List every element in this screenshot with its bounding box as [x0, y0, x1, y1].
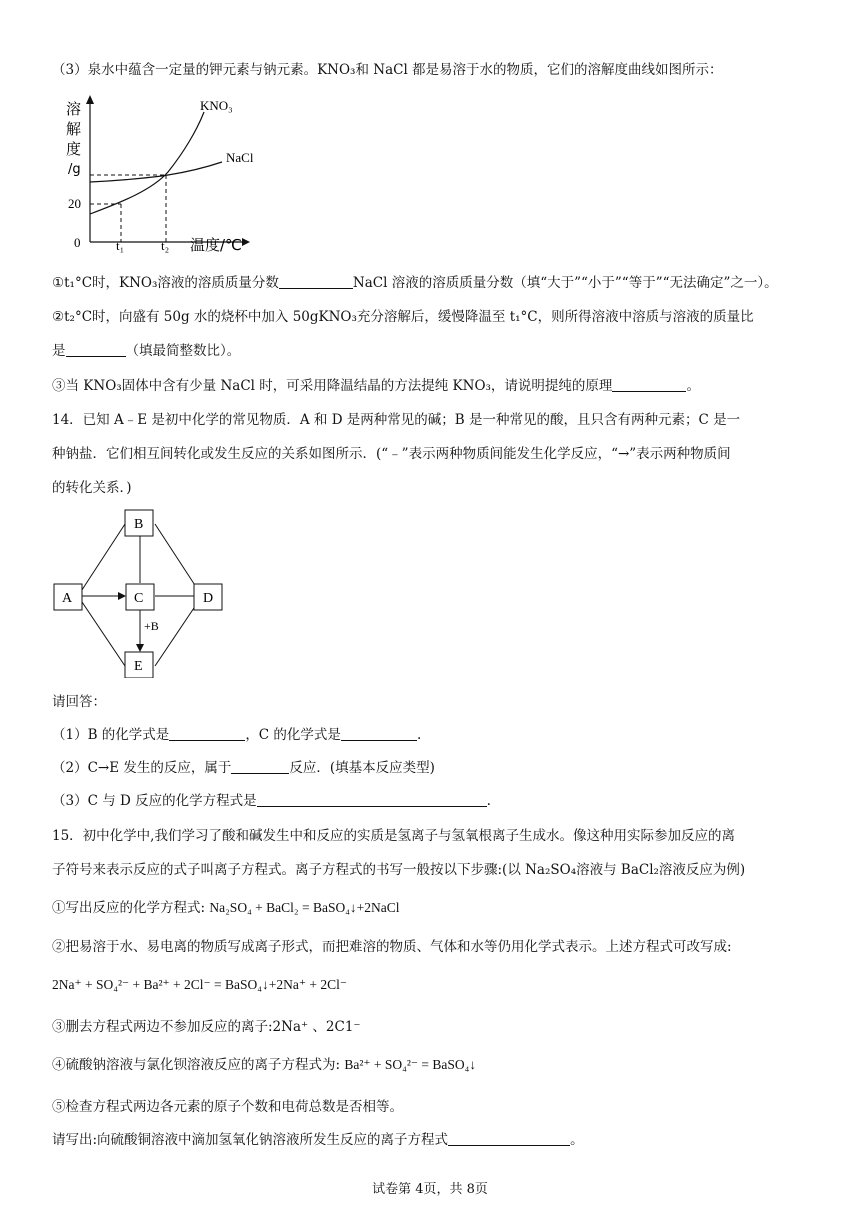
q15-stem-line1: 15．初中化学中,我们学习了酸和碱发生中和反应的实质是氢离子与氢氧根离子生成水。像这种用实际参加反应的离 — [52, 828, 735, 844]
q15-ask-text: 请写出:向硫酸铜溶液中滴加氢氧化钠溶液所发生反应的离子方程式 — [52, 1132, 449, 1148]
q14-part2 — [52, 758, 435, 778]
q15-step1 — [52, 898, 400, 918]
q13-3-item3-text-b: 。 — [686, 378, 700, 394]
q15-equation4: Ba²⁺ + SO₄²⁻ = BaSO₄↓ — [344, 1057, 477, 1072]
q15-step5: ⑤检查方程式两边各元素的原子个数和电荷总数是否相等。 — [52, 1099, 403, 1115]
y-label-char: 溶 — [66, 100, 82, 118]
q15-ask — [52, 1130, 584, 1150]
node-d: D — [203, 591, 214, 606]
q15-equation2: 2Na⁺ + SO₄²⁻ + Ba²⁺ + 2Cl⁻ = BaSO₄↓+2Na⁺ + 2Cl⁻ — [52, 977, 347, 992]
nacl-label: NaCl — [226, 150, 254, 165]
q14-part1 — [52, 725, 421, 745]
q15-equation1: Na₂SO₄ + BaCl₂ = BaSO₄↓+2NaCl — [209, 900, 400, 915]
solubility-curve-graph — [52, 92, 272, 262]
q14-part1-text-b: ，C 的化学式是 — [245, 727, 341, 743]
answer-blank[interactable] — [257, 792, 487, 807]
q15-ask-end: 。 — [570, 1132, 584, 1148]
q13-3-item3 — [52, 376, 700, 396]
q15-step3: ③删去方程式两边不参加反应的离子:2Na⁺ 、2C1⁻ — [52, 1019, 361, 1035]
q14-part2-text-a: （2）C→E 发生的反应，属于 — [52, 760, 232, 776]
q13-3-item1 — [52, 273, 778, 293]
node-a: A — [62, 591, 73, 606]
q15-step1-text: ①写出反应的化学方程式: — [52, 900, 206, 916]
q13-3-intro: （3）泉水中蕴含一定量的钾元素与钠元素。KNO₃和 NaCl 都是易溶于水的物质，它们的溶解度曲线如图所示： — [52, 62, 723, 78]
x-axis-label: 温度/℃ — [190, 236, 242, 254]
y-label-char: 度 — [66, 140, 82, 158]
answer-blank[interactable] — [448, 1131, 570, 1146]
q13-3-item2-line2 — [52, 341, 240, 361]
q14-stem-line3: 的转化关系．) — [52, 480, 132, 496]
q15-step4 — [52, 1055, 476, 1075]
q13-3-item2-text-b: 是 — [52, 343, 66, 359]
q14-part2-text-b: 反应．(填基本反应类型) — [289, 760, 435, 776]
answer-blank[interactable] — [341, 726, 417, 741]
answer-blank[interactable] — [612, 377, 686, 392]
q13-3-item1-text-a: ①t₁°C时，KNO₃溶液的溶质质量分数 — [52, 275, 279, 291]
q13-3-item3-text-a: ③当 KNO₃固体中含有少量 NaCl 时，可采用降温结晶的方法提纯 KNO₃，请说明提纯的原理 — [52, 378, 613, 394]
q13-3-item1-text-b: NaCl 溶液的溶质质量分数（填“大于”“小于”“等于”“无法确定”之一）。 — [352, 275, 778, 291]
q14-part3-text-b: . — [486, 793, 491, 809]
y-tick-20: 20 — [68, 196, 81, 211]
relation-diagram — [52, 506, 232, 678]
origin-label: 0 — [74, 235, 81, 250]
answer-blank[interactable] — [169, 726, 245, 741]
node-c: C — [134, 591, 144, 606]
q15-stem-line2: 子符号来表示反应的式子叫离子方程式。离子方程式的书写一般按以下步骤:(以 Na₂SO₄溶液与 BaCl₂溶液反应为例) — [52, 862, 746, 878]
kno3-label: KNO₃ — [200, 98, 233, 113]
q14-stem-line2: 种钠盐．它们相互间转化或发生反应的关系如图所示．(“﹣”表示两种物质间能发生化学反应，“→”表示两种物质间 — [52, 446, 731, 462]
q14-part3 — [52, 791, 491, 811]
q13-3-item2-line1: ②t₂°C时，向盛有 50g 水的烧杯中加入 50gKNO₃充分溶解后，缓慢降温至 t₁°C，则所得溶液中溶质与溶液的质量比 — [52, 309, 754, 325]
q15-step4-text: ④硫酸钠溶液与氯化钡溶液反应的离子方程式为: — [52, 1057, 341, 1073]
answer-blank[interactable] — [279, 274, 353, 289]
q14-part3-text-a: （3）C 与 D 反应的化学方程式是 — [52, 793, 257, 809]
q14-part1-text-c: . — [416, 727, 422, 743]
y-label-char: /g — [68, 162, 81, 177]
q14-stem-line1: 14．已知 A﹣E 是初中化学的常见物质．A 和 D 是两种常见的碱；B 是一种常见的酸，且只含有两种元素；C 是一 — [52, 412, 741, 428]
x-tick-t1: t₁ — [116, 238, 125, 253]
x-tick-t2: t₂ — [161, 238, 170, 253]
q15-step2: ②把易溶于水、易电离的物质写成离子形式，而把难溶的物质、气体和水等仍用化学式表示。上述方程式可改写成: — [52, 939, 732, 955]
answer-blank[interactable] — [231, 759, 289, 774]
answer-blank[interactable] — [66, 342, 126, 357]
arrow-label-plus-b: +B — [144, 619, 159, 633]
node-e: E — [134, 659, 143, 674]
q14-part1-text-a: （1）B 的化学式是 — [52, 727, 170, 743]
page-footer: 试卷第 4页，共 8页 — [372, 1182, 488, 1197]
y-label-char: 解 — [66, 120, 82, 138]
node-b: B — [134, 517, 144, 532]
kno3-curve — [90, 112, 204, 214]
q14-prompt: 请回答： — [52, 694, 106, 710]
q13-3-item2-text-c: （填最简整数比）。 — [125, 343, 241, 359]
nacl-curve — [90, 162, 222, 182]
